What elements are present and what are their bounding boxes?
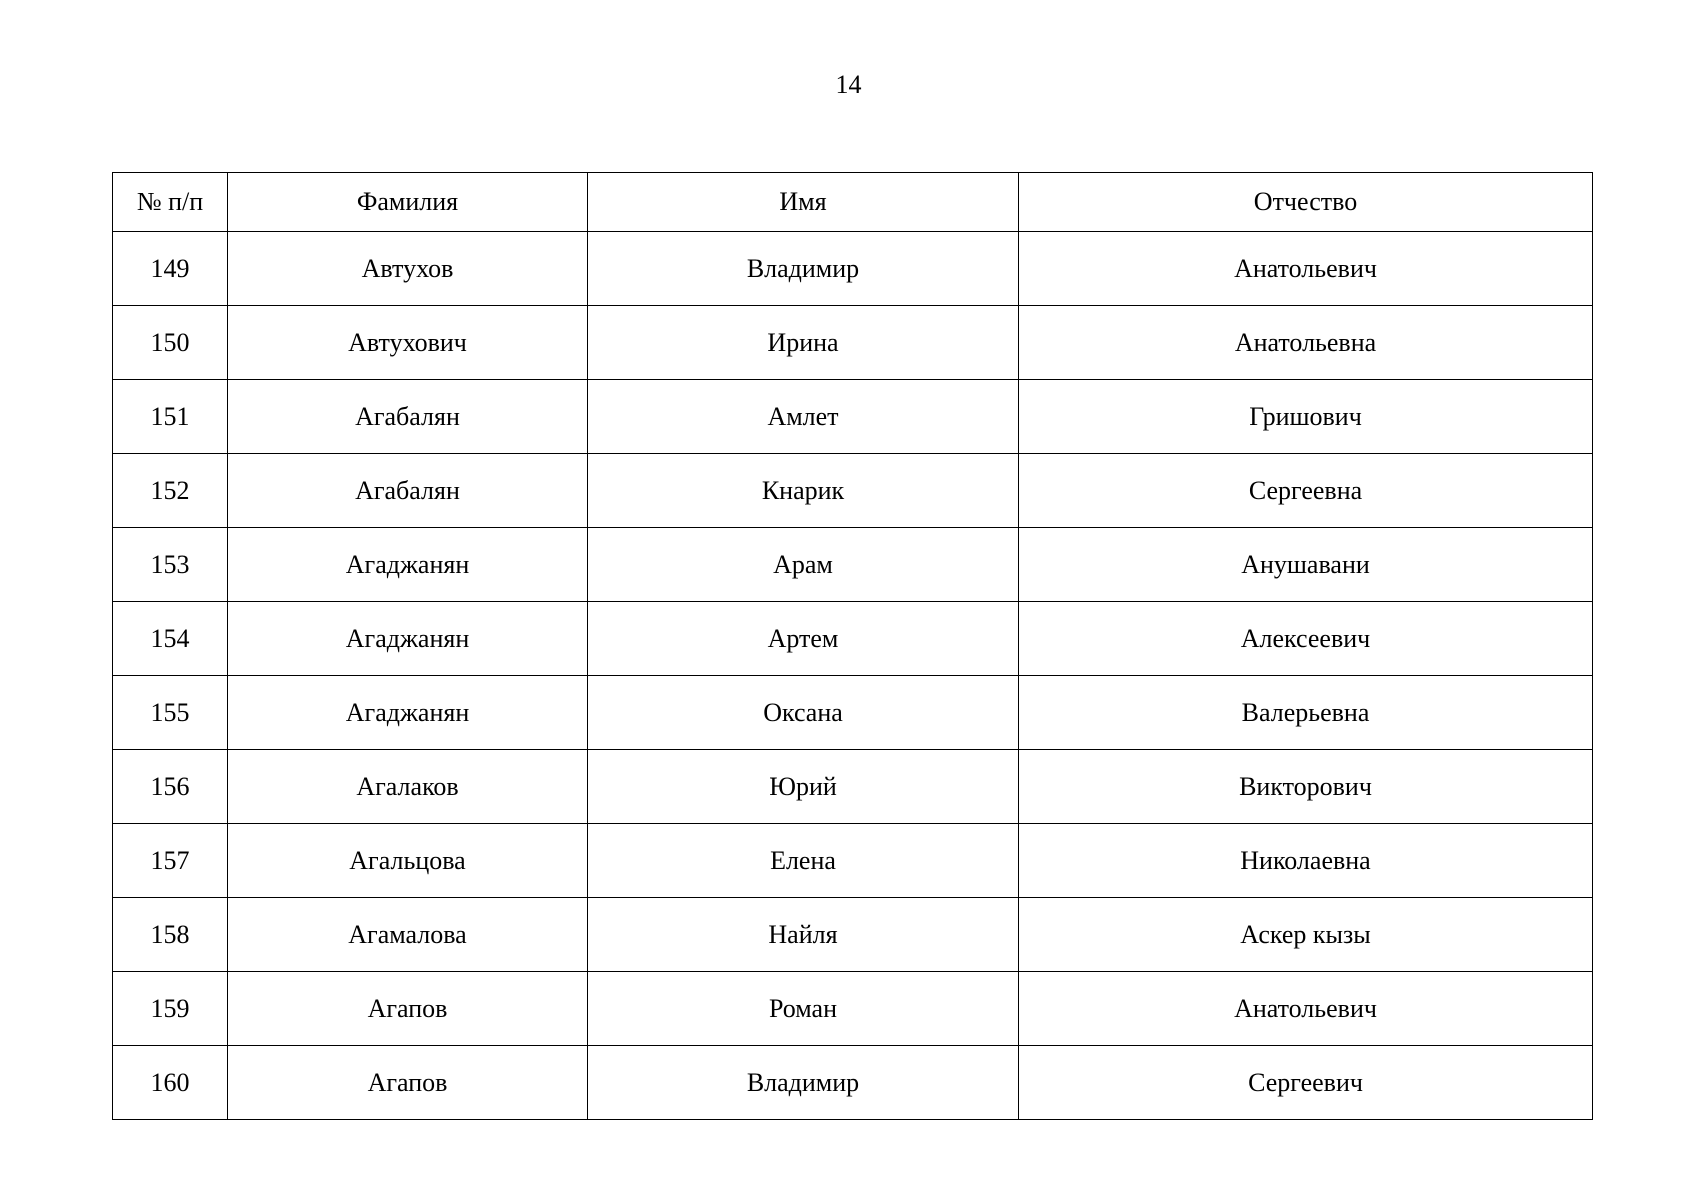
cell-surname: Агальцова (228, 824, 588, 898)
cell-first-name: Артем (588, 602, 1019, 676)
cell-number: 154 (113, 602, 228, 676)
roster-table (112, 172, 1593, 1120)
cell-surname: Агапов (228, 972, 588, 1046)
cell-surname: Агамалова (228, 898, 588, 972)
cell-number: 151 (113, 380, 228, 454)
cell-number: 156 (113, 750, 228, 824)
table-row (113, 1046, 1593, 1120)
header-number: № п/п (113, 173, 228, 232)
table-row (113, 232, 1593, 306)
cell-first-name: Найля (588, 898, 1019, 972)
cell-number: 152 (113, 454, 228, 528)
cell-patronymic: Валерьевна (1019, 676, 1593, 750)
cell-surname: Агалаков (228, 750, 588, 824)
cell-first-name: Арам (588, 528, 1019, 602)
cell-number: 153 (113, 528, 228, 602)
cell-number: 150 (113, 306, 228, 380)
table-row (113, 602, 1593, 676)
cell-surname: Агаджанян (228, 602, 588, 676)
cell-patronymic: Анатольевич (1019, 232, 1593, 306)
table-header-row (113, 173, 1593, 232)
cell-patronymic: Анатольевич (1019, 972, 1593, 1046)
cell-surname: Агапов (228, 1046, 588, 1120)
table-row (113, 306, 1593, 380)
table-row (113, 528, 1593, 602)
table-row (113, 676, 1593, 750)
cell-number: 155 (113, 676, 228, 750)
cell-surname: Агабалян (228, 380, 588, 454)
cell-first-name: Ирина (588, 306, 1019, 380)
cell-patronymic: Викторович (1019, 750, 1593, 824)
table-row (113, 380, 1593, 454)
table-row (113, 972, 1593, 1046)
cell-first-name: Кнарик (588, 454, 1019, 528)
cell-first-name: Владимир (588, 1046, 1019, 1120)
cell-first-name: Елена (588, 824, 1019, 898)
cell-first-name: Роман (588, 972, 1019, 1046)
cell-patronymic: Сергеевич (1019, 1046, 1593, 1120)
cell-number: 160 (113, 1046, 228, 1120)
cell-surname: Автухов (228, 232, 588, 306)
header-patronymic: Отчество (1019, 173, 1593, 232)
cell-patronymic: Сергеевна (1019, 454, 1593, 528)
cell-patronymic: Анушавани (1019, 528, 1593, 602)
header-surname: Фамилия (228, 173, 588, 232)
cell-surname: Автухович (228, 306, 588, 380)
cell-patronymic: Алексеевич (1019, 602, 1593, 676)
cell-patronymic: Гришович (1019, 380, 1593, 454)
cell-first-name: Оксана (588, 676, 1019, 750)
cell-patronymic: Аскер кызы (1019, 898, 1593, 972)
cell-first-name: Амлет (588, 380, 1019, 454)
table-row (113, 454, 1593, 528)
cell-number: 159 (113, 972, 228, 1046)
header-first-name: Имя (588, 173, 1019, 232)
cell-number: 157 (113, 824, 228, 898)
cell-patronymic: Николаевна (1019, 824, 1593, 898)
cell-surname: Агаджанян (228, 528, 588, 602)
cell-number: 149 (113, 232, 228, 306)
table-row (113, 824, 1593, 898)
table-row (113, 750, 1593, 824)
cell-first-name: Владимир (588, 232, 1019, 306)
cell-first-name: Юрий (588, 750, 1019, 824)
cell-patronymic: Анатольевна (1019, 306, 1593, 380)
cell-surname: Агаджанян (228, 676, 588, 750)
cell-number: 158 (113, 898, 228, 972)
table-row (113, 898, 1593, 972)
page-number: 14 (835, 70, 862, 99)
cell-surname: Агабалян (228, 454, 588, 528)
